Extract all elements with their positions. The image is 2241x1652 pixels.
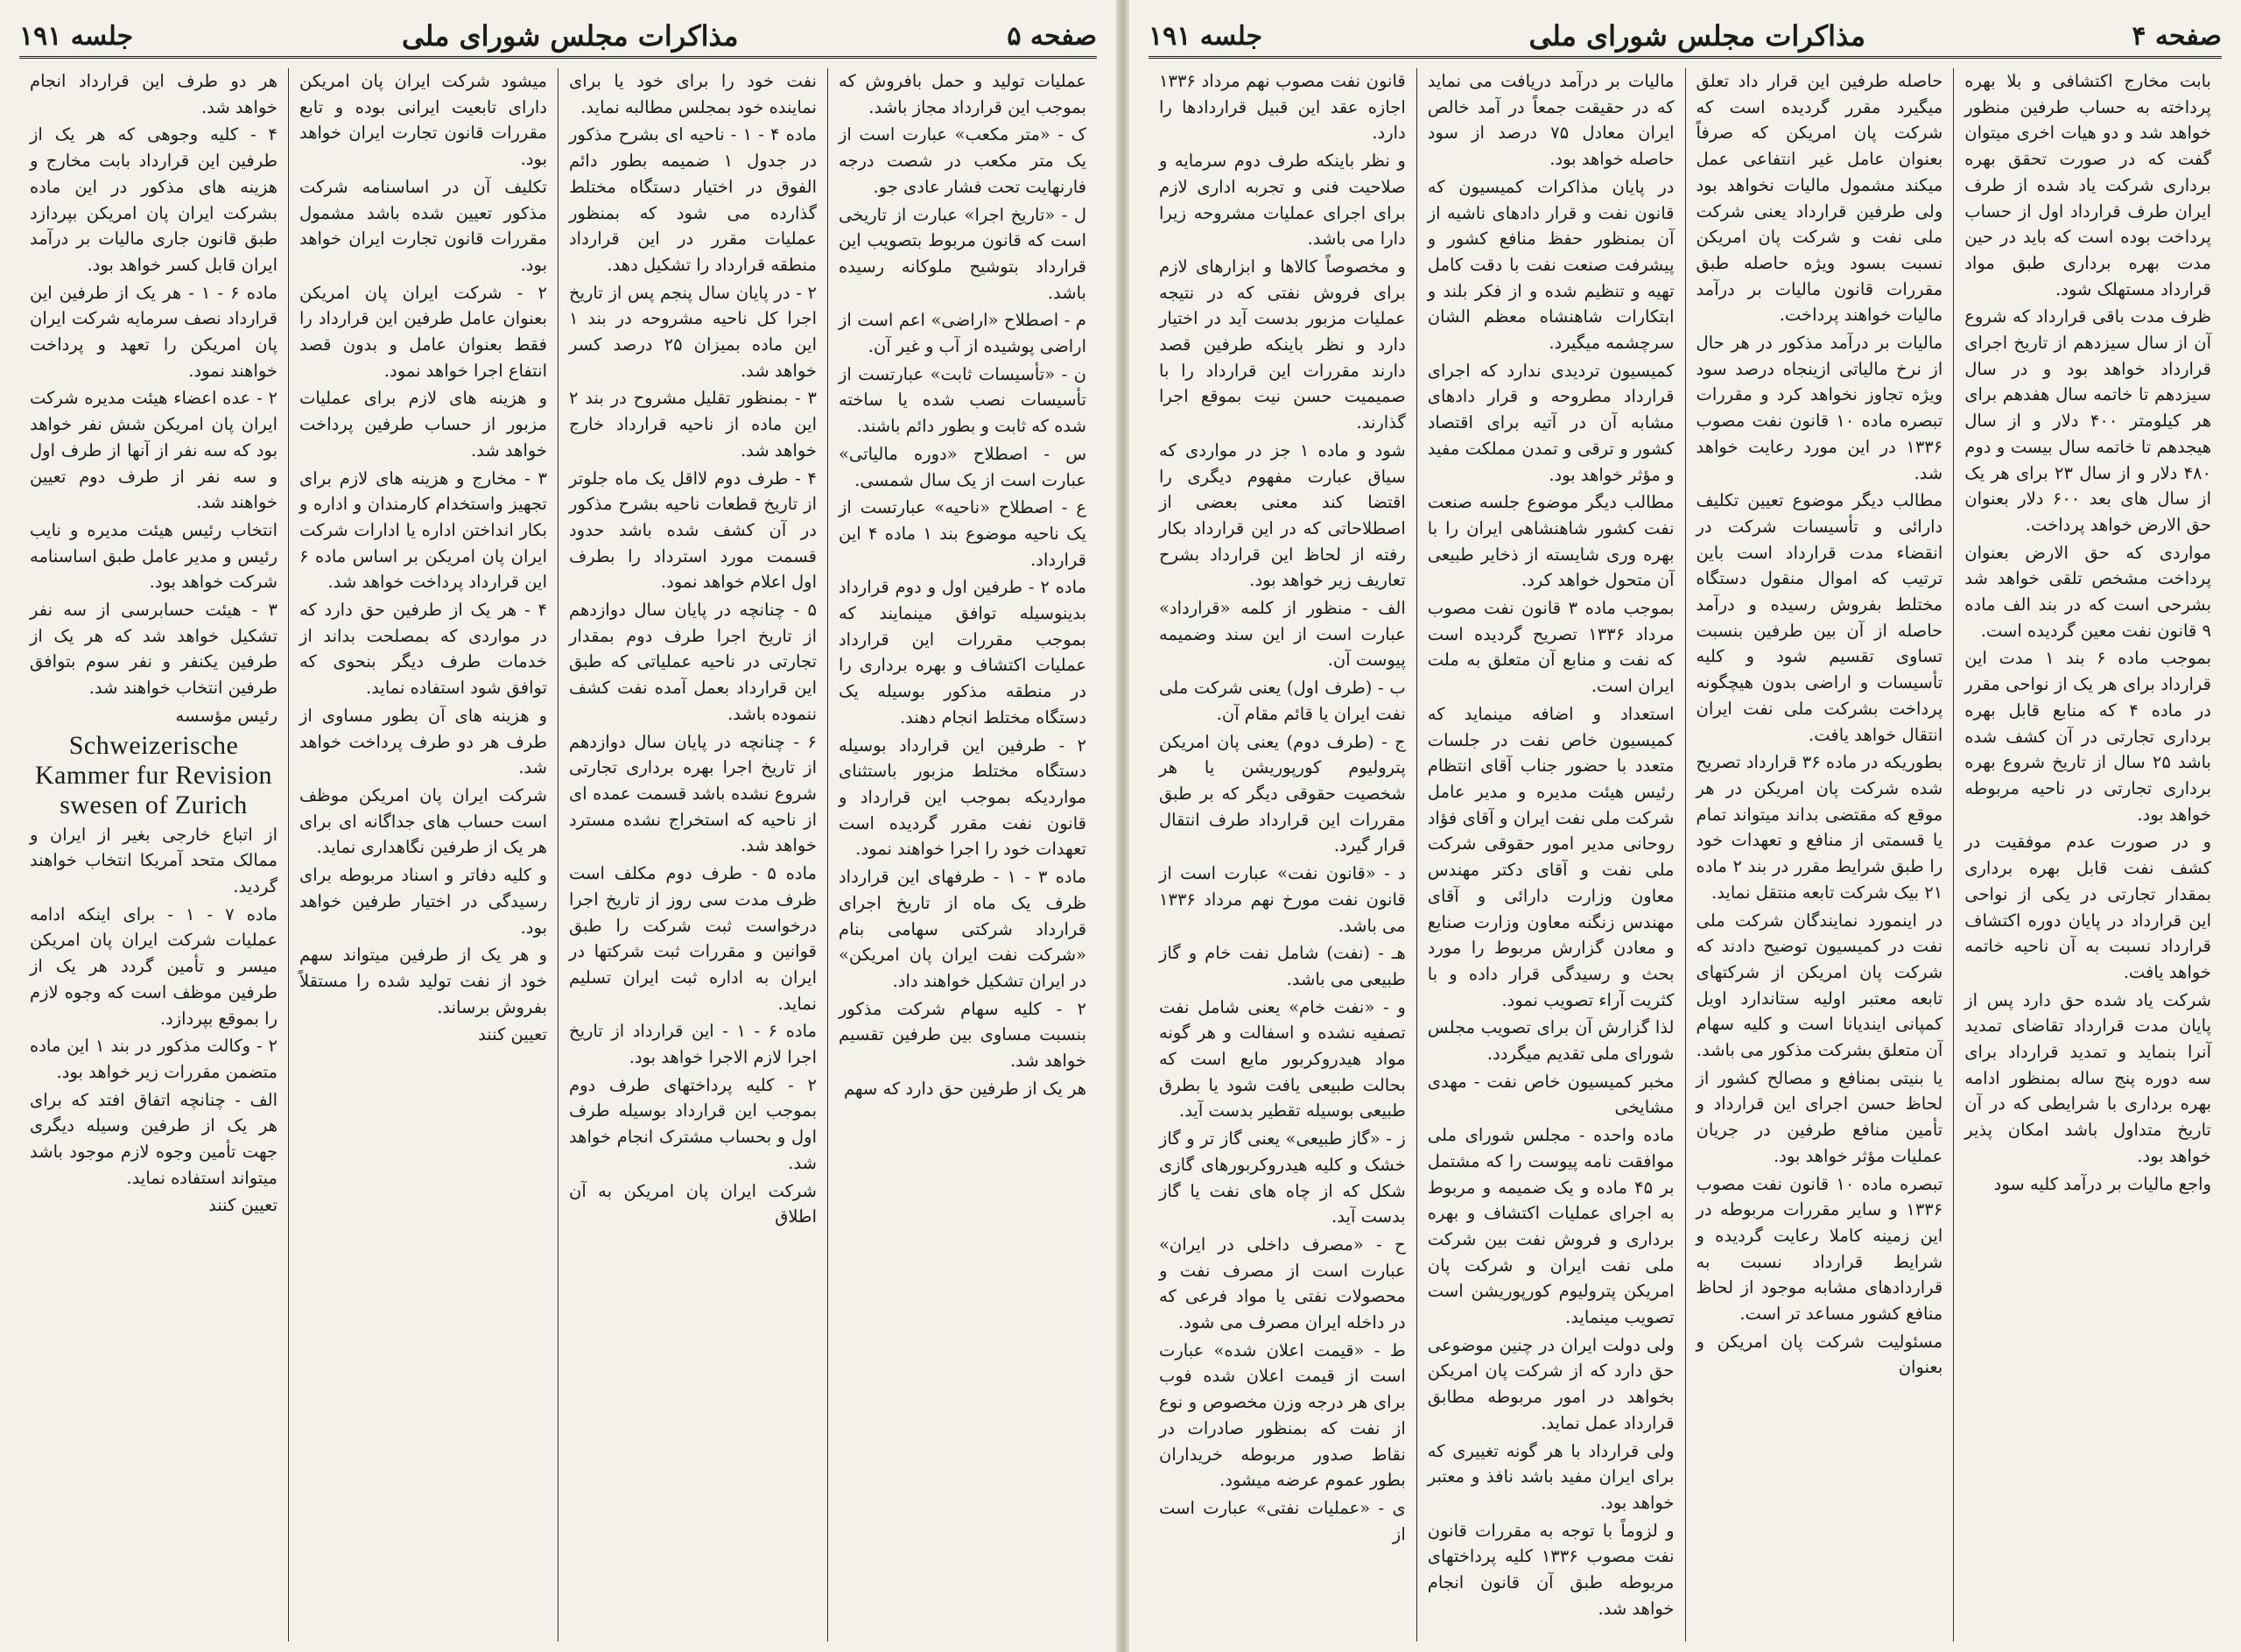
institution-name: Schweizerische Kammer fur Revision swesen of Zurich <box>34 730 273 819</box>
paragraph: و هزینه های آن بطور مساوی از طرف هر دو طرف پرداخت خواهد شد. <box>299 705 547 778</box>
page-gutter <box>1116 0 1129 1652</box>
paragraph: س - اصطلاح «دوره مالیاتی» عبارت است از یک سال شمسی. <box>839 443 1086 490</box>
paragraph: مالیات بر درآمد مذکور در هر حال از نرخ مالیاتی ازینجاه درصد سود ویژه تجاوز نخواهد کرد و مقررات تبصره ماده ۱۰ قانون نفت مصوب ۱۳۳۶ در این مورد رعایت خواهد شد. <box>1696 333 1943 483</box>
paragraph: ولی قرارداد با هر گونه تغییری که برای ایران مفید باشد نافذ و معتبر خواهد بود. <box>1427 1440 1675 1513</box>
paragraph: و کلیه دفاتر و اسناد مربوطه برای رسیدگی در اختیار طرفین خواهد بود. <box>299 865 547 938</box>
paragraph: شرکت ایران پان امریکن به آن اطلاق <box>569 1180 817 1227</box>
paragraph: لذا گزارش آن برای تصویب مجلس شورای ملی تقدیم میگردد. <box>1427 1017 1675 1065</box>
paragraph: هر دو طرف این قرارداد انجام خواهد شد. <box>30 71 277 117</box>
paragraph: و - «نفت خام» یعنی شامل نفت تصفیه نشده و اسفالت و هر گونه مواد هیدروکربور مایع است که بحالت طبیعی یافت شود یا بطرق طبیعی بوسیله تقطیر بدست آید. <box>1159 996 1406 1121</box>
left-page-issue: جلسه ۱۹۱ <box>19 20 134 52</box>
paragraph: ماده ۶ - ۱ - این قرارداد از تاریخ اجرا لازم الاجرا خواهد بود. <box>569 1021 817 1068</box>
left-page-title: مذاکرات مجلس شورای ملی <box>401 19 739 53</box>
paragraph: الف - چنانچه اتفاق افتد که برای هر یک از طرفین وسیله دیگری جهت تأمین وجوه لازم موجود باشد میتواند استفاده نماید. <box>30 1089 277 1188</box>
paragraph: عملیات تولید و حمل بافروش که بموجب این قرارداد مجاز باشد. <box>839 71 1086 117</box>
paragraph: م - اصطلاح «اراضی» اعم است از اراضی پوشیده از آب و غیر آن. <box>839 310 1086 357</box>
paragraph: د - «قانون نفت» عبارت است از قانون نفت مورخ نهم مرداد ۱۳۳۶ می باشد. <box>1159 863 1406 936</box>
paragraph: هر یک از طرفین حق دارد که سهم <box>843 1078 1086 1099</box>
paragraph: ط - «قیمت اعلان شده» عبارت است از قیمت اعلان شده فوب برای هر درجه وزن مخصوص و نوع از نفت که بمنظور صادرات در نقاط صدور مربوطه خریداران بطور عموم عرضه میشود. <box>1159 1339 1406 1491</box>
right-page <box>1129 0 2241 1652</box>
paragraph: ماده ۲ - طرفین اول و دوم قرارداد بدینوسیله توافق مینمایند که بموجب مقررات این قرارداد عملیات اکتشاف و بهره برداری را در منطقه مذکور بوسیله یک دستگاه مختلط انجام دهند. <box>839 577 1086 728</box>
paragraph: در اینمورد نمایندگان شرکت ملی نفت در کمیسیون توضیح دادند که شرکت پان امریکن از شرکتهای تابعه معتبر اولیه ستاندارد اویل کمپانی ایندیانا است و کلیه سهام آن متعلق بشرکت مذکور می باشد. <box>1696 910 1943 1061</box>
paragraph: ز - «گاز طبیعی» یعنی گاز تر و گاز خشک و کلیه هیدروکربورهای گازی شکل که از چاه های نفت یا گاز بدست آید. <box>1159 1128 1406 1227</box>
paragraph: ماده ۴ - ۱ - ناحیه ای بشرح مذکور در جدول ۱ ضمیمه بطور دائم الفوق در اختیار دستگاه مختلط گذارده می شود که بمنظور عملیات مقرر در این قرارداد منطقه قرارداد را تشکیل دهد. <box>569 124 817 275</box>
paragraph: و نظر باینکه طرف دوم سرمایه و صلاحیت فنی و تجربه اداری لازم برای اجرای عملیات مشروحه زیرا دارا می باشد. <box>1159 151 1406 250</box>
paragraph: و در صورت عدم موفقیت در کشف نفت قابل بهره برداری بمقدار تجارتی در یکی از نواحی این قرارداد در پایان دوره اکتشاف قرارداد نسبت به آن ناحیه خاتمه خواهد یافت. <box>1964 832 2211 982</box>
paragraph: ۲ - عده اعضاء هیئت مدیره شرکت ایران پان امریکن شش نفر خواهد بود که سه نفر از آنها از طرف اول و سه نفر از طرف دوم تعیین خواهند شد. <box>30 388 277 513</box>
paragraph: بابت مخارج اکتشافی و بلا بهره پرداخته به حساب طرفین منظور خواهد شد و دو هیات اخری میتوان گفت که در صورت تحقق بهره برداری شرکت یاد شده از طرف ایران طرف قرارداد اول از حساب پرداخت بوده است که باید در حین مدت بهره برداری طبق مواد قرارداد مستهلک شود. <box>1964 71 2211 299</box>
paragraph: ۴ - طرف دوم لااقل یک ماه جلوتر از تاریخ قطعات ناحیه بشرح مذکور در آن کشف شده باشد حدود قسمت مورد استرداد را بطرف اول اعلام خواهد نمود. <box>569 467 817 593</box>
paragraph: ل - «تاریخ اجرا» عبارت از تاریخی است که قانون مربوط بتصویب این قرارداد بتوشیح ملوکانه رسیده باشد. <box>839 204 1086 303</box>
paragraph: ماده ۵ - طرف دوم مکلف است ظرف مدت سی روز از تاریخ اجرا درخواست ثبت شرکت را طبق قوانین و مقررات ثبت شرکتها در ایران به اداره ثبت ایران تسلیم نماید. <box>569 863 817 1014</box>
paragraph: استعداد و اضافه مینماید که کمیسیون خاص نفت در جلسات متعدد با حضور جناب آقای انتظام رئیس هیئت مدیره و مدیر عامل شرکت ملی نفت ایران و آقای فؤاد روحانی مدیر امور حقوقی شرکت ملی نفت و آقای دکتر مهندس معاون وزارت دارائی و آقای مهندس زنگنه معاون وزارت صنایع و معادن گزارش مربوط را مورد بحث و رسیدگی قرار داده و با کثریت آراء تصویب نمود. <box>1427 703 1675 1010</box>
paragraph: ماده ۳ - ۱ - طرفهای این قرارداد ظرف یک ماه از تاریخ اجرای قرارداد شرکتی سهامی بنام «شرکت نفت ایران پان امریکن» در ایران تشکیل خواهند داد. <box>839 867 1086 991</box>
paragraph: واجع مالیات بر درآمد کلیه سود <box>1993 1173 2211 1194</box>
paragraph: مطالب دیگر موضوع تعیین تکلیف دارائی و تأسیسات شرکت در انقضاء مدت قرارداد است باین ترتیب که اموال منقول دستگاه مختلط بفروش رسیده و درآمد حاصله از آن بین طرفین بنسبت تساوی تقسیم شود و کلیه تأسیسات و اراضی بدون هیچگونه پرداخت بشرکت ملی نفت ایران انتقال خواهد یافت. <box>1696 490 1943 745</box>
paragraph: شود و ماده ۱ جز در مواردی که سیاق عبارت مفهوم دیگری را اقتضا کند معنی بعضی از اصطلاحاتی که در این قرارداد بکار رفته از لحاظ این قرارداد بشرح تعاریف زیر خواهد بود. <box>1159 439 1406 591</box>
paragraph: ۶ - چنانچه در پایان سال دوازدهم از تاریخ اجرا بهره برداری تجارتی شروع نشده باشد قسمت عمده ای از ناحیه که استخراج نشده مسترد خواهد شد. <box>569 731 817 856</box>
text-column <box>1149 68 1416 1641</box>
paragraph: ولی دولت ایران در چنین موضوعی حق دارد که از شرکت پان امریکن بخواهد در امور مربوطه مطابق قرارداد عمل نماید. <box>1427 1334 1675 1433</box>
paragraph: و مخصوصاً کالاها و ابزارهای لازم برای فروش نفتی که در نتیجه عملیات مزبور بدست آید در اختیار دارد و نظر باینکه طرفین قصد دارند مقررات این قرارداد را با صمیمیت حسن نیت بموقع اجرا گذارند. <box>1159 256 1406 433</box>
paragraph: رئیس مؤسسه <box>175 705 277 726</box>
right-page-issue: جلسه ۱۹۱ <box>1149 20 1263 52</box>
right-page-header <box>1149 16 2222 59</box>
paragraph: ج - (طرف دوم) یعنی پان امریکن پترولیوم کورپوریشن یا هر شخصیت حقوقی دیگر که بر طبق مقررات این قرارداد طرف انتقال قرار گیرد. <box>1159 731 1406 856</box>
paragraph: مالیات بر درآمد دریافت می نماید که در حقیقت جمعاً در آمد خالص ایران معادل ۷۵ درصد از سود حاصله خواهد بود. <box>1427 71 1675 170</box>
paragraph: ۴ - کلیه وجوهی که هر یک از طرفین این قرارداد بابت مخارج و هزینه های مذکور در این ماده بشرکت ایران پان امریکن بپردازد طبق قانون جاری مالیات بر درآمد ایران قابل کسر خواهد بود. <box>30 124 277 275</box>
paragraph: ۲ - کلیه سهام شرکت مذکور بنسبت مساوی بین طرفین تقسیم خواهد شد. <box>839 998 1086 1072</box>
paragraph: شرکت یاد شده حق دارد پس از پایان مدت قرارداد تقاضای تمدید آنرا بنماید و تمدید قرارداد برای سه دوره پنج ساله بمنظور ادامه بهره برداری با شرایطی که در آن تاریخ متداول باشد امکان پذیر خواهد بود. <box>1964 989 2211 1166</box>
paragraph: ۳ - بمنظور تقلیل مشروح در بند ۲ این ماده از ناحیه قرارداد خارج خواهد شد. <box>569 388 817 460</box>
text-column <box>827 68 1097 1641</box>
paragraph: ۲ - شرکت ایران پان امریکن بعنوان عامل طرفین این قرارداد را فقط بعنوان عامل و بدون قصد انتفاع اجرا خواهد نمود. <box>299 282 547 381</box>
paragraph: یا بنیتی بمنافع و مصالح کشور از لحاظ حسن اجرای این قرارداد و تأمین منافع طرفین در جریان عملیات مؤثر خواهد بود. <box>1696 1067 1943 1166</box>
paragraph: ع - اصطلاح «ناحیه» عبارتست از یک ناحیه موضوع بند ۱ ماده ۴ این قرارداد. <box>839 497 1086 570</box>
paragraph: و هزینه های لازم برای عملیات مزبور از حساب طرفین پرداخت خواهد شد. <box>299 388 547 460</box>
paragraph: ۳ - مخارج و هزینه های لازم برای تجهیز واستخدام کارمندان و اداره و بکار انداختن اداره یا ادارات شرکت ایران پان امریکن بر اساس ماده ۶ این قرارداد پرداخت خواهد شد. <box>299 467 547 593</box>
paragraph: شرکت ایران پان امریکن موظف است حساب های جداگانه ای برای هر یک از طرفین نگاهداری نماید. <box>299 784 547 858</box>
paragraph: ماده ۷ - ۱ - برای اینکه ادامه عملیات شرکت ایران پان امریکن میسر و تأمین گردد هر یک از طرفین موظف است که وجوه لازم را بموقع بپردازد. <box>30 903 277 1029</box>
paragraph: بطوریکه در ماده ۳۶ قرارداد تصریح شده شرکت پان امریکن در هر موقع که مقتضی بداند میتواند تمام یا قسمتی از منافع و تعهدات خود را طبق شرایط مقرر در بند ۲ ماده ۲۱ بیک شرکت تابعه منتقل نماید. <box>1696 752 1943 903</box>
left-page-label: صفحه ۵ <box>1007 20 1097 52</box>
text-column <box>1685 68 1954 1641</box>
paragraph: و هر یک از طرفین میتواند سهم خود از نفت تولید شده را مستقلاً بفروش برساند. <box>299 945 547 1017</box>
paragraph: تکلیف آن در اساسنامه شرکت مذکور تعیین شده باشد مشمول مقررات قانون تجارت ایران خواهد بود. <box>299 176 547 275</box>
paragraph: ح - «مصرف داخلی در ایران» عبارت است از مصرف نفت و محصولات نفتی یا مواد فرعی که در داخله ایران مصرف می شود. <box>1159 1234 1406 1333</box>
paragraph: ظرف مدت باقی قرارداد که شروع آن از سال سیزدهم از تاریخ اجرای قرارداد خواهد بود و در سال سیزدهم تا خاتمه سال هفدهم برای هر کیلومتر ۴۰۰ دلار و از سال هیجدهم تا خاتمه سال بیست و دوم ۴۸۰ دلار و از سال ۲۳ برای هر یک از سال های بعد ۶۰۰ دلار بعنوان حق الارض خواهد پرداخت. <box>1964 306 2211 535</box>
left-page-header <box>19 16 1097 59</box>
paragraph: از اتباع خارجی بغیر از ایران و ممالک متحد آمریکا انتخاب خواهند گردید. <box>30 824 277 896</box>
text-column <box>1953 68 2222 1641</box>
paragraph: ماده واحده - مجلس شورای ملی موافقت نامه پیوست را که مشتمل بر ۴۵ ماده و یک ضمیمه و مربوط به اجرای عملیات اکتشاف و بهره برداری و فروش نفت بین شرکت ملی نفت ایران و شرکت پان امریکن پترولیوم کورپوریشن است تصویب مینماید. <box>1427 1125 1675 1328</box>
paragraph: مسئولیت شرکت پان امریکن و بعنوان <box>1696 1331 1943 1378</box>
paragraph: بموجب ماده ۳ قانون نفت مصوب مرداد ۱۳۳۶ تصریح گردیده است که نفت و منابع آن متعلق به ملت ایران است. <box>1427 598 1675 697</box>
text-column <box>558 68 827 1641</box>
paragraph: ۴ - هر یک از طرفین حق دارد که در مواردی که بمصلحت بداند از خدمات طرف دیگر بنحوی که توافق شود استفاده نماید. <box>299 600 547 699</box>
right-page-columns <box>1149 68 2222 1641</box>
paragraph: مطالب دیگر موضوع جلسه صنعت نفت کشور شاهنشاهی ایران را با بهره وری شایسته از ذخایر طبیعی آن متحول خواهد کرد. <box>1427 492 1675 591</box>
paragraph: و لزوماً با توجه به مقررات قانون نفت مصوب ۱۳۳۶ کلیه پرداختهای مربوطه طبق آن قانون انجام خواهد شد. <box>1427 1520 1675 1619</box>
paragraph: مخبر کمیسیون خاص نفت - مهدی مشایخی <box>1427 1071 1675 1118</box>
paragraph: ماده ۶ - ۱ - هر یک از طرفین این قرارداد نصف سرمایه شرکت ایران پان امریکن را تعهد و پرداخت خواهند نمود. <box>30 282 277 381</box>
left-page-columns <box>19 68 1097 1641</box>
right-page-label: صفحه ۴ <box>2132 20 2222 52</box>
text-column <box>1416 68 1685 1641</box>
paragraph: در پایان مذاکرات کمیسیون که قانون نفت و قرار دادهای ناشیه از آن بمنظور حفظ منافع کشور و پیشرفت صنعت نفت با دقت کامل تهیه و تنظیم شده و از فکر بلند و ابتکارات شاهنشاه معظم الشان سرچشمه میگیرد. <box>1427 176 1675 354</box>
paragraph: نفت خود را برای خود یا برای نماینده خود بمجلس مطالبه نماید. <box>569 71 817 117</box>
paragraph: ب - (طرف اول) یعنی شرکت ملی نفت ایران یا قائم مقام آن. <box>1159 678 1406 724</box>
left-page <box>0 0 1116 1652</box>
paragraph: ۲ - در پایان سال پنجم پس از تاریخ اجرا کل ناحیه مشروحه در بند ۱ این ماده بمیزان ۲۵ درصد کسر خواهد شد. <box>569 282 817 381</box>
paragraph: ن - «تأسیسات ثابت» عبارتست از تأسیسات نصب شده یا ساخته شده که ثابت و بطور دائم باشند. <box>839 363 1086 437</box>
paragraph: مواردی که حق الارض بعنوان پرداخت مشخص تلقی خواهد شد بشرحی است که در بند الف ماده ۹ قانون نفت معین گردیده است. <box>1964 542 2211 641</box>
paragraph: ۲ - وکالت مذکور در بند ۱ این ماده متضمن مقررات زیر خواهد بود. <box>30 1036 277 1082</box>
text-column <box>288 68 558 1641</box>
paragraph: ی - «عملیات نفتی» عبارت است از <box>1159 1497 1406 1544</box>
right-page-title: مذاکرات مجلس شورای ملی <box>1528 19 1865 53</box>
paragraph: هـ - (نفت) شامل نفت خام و گاز طبیعی می باشد. <box>1159 943 1406 989</box>
paragraph: ک - «متر مکعب» عبارت است از یک متر مکعب در شصت درجه فارنهایت تحت فشار عادی جو. <box>839 124 1086 197</box>
text-column <box>19 68 288 1641</box>
paragraph: ۲ - کلیه پرداختهای طرف دوم بموجب این قرارداد بوسیله طرف اول و بحساب مشترک انجام خواهد شد. <box>569 1074 817 1173</box>
paragraph: میشود شرکت ایران پان امریکن دارای تابعیت ایرانی بوده و تابع مقررات قانون تجارت ایران خواهد بود. <box>299 71 547 170</box>
paragraph: الف - منظور از کلمه «قرارداد» عبارت است از این سند وضمیمه پیوست آن. <box>1159 598 1406 671</box>
paragraph: تعیین کنند <box>478 1024 547 1045</box>
paragraph: ۳ - هیئت حسابرسی از سه نفر تشکیل خواهد شد که هر یک از طرفین یکنفر و نفر سوم بتوافق طرفین انتخاب خواهند شد. <box>30 600 277 699</box>
paragraph: کمیسیون تردیدی ندارد که اجرای قرارداد مطروحه و قرار دادهای مشابه آن در آتیه برای اقتصاد کشور و ترقی و تمدن مملکت مفید و مؤثر خواهد بود. <box>1427 360 1675 485</box>
paragraph: ۲ - طرفین این قرارداد بوسیله دستگاه مختلط مزبور باستثنای مواردیکه بموجب این قرارداد و قانون نفت مقرر گردیده است تعهدات خود را اجرا خواهند نمود. <box>839 735 1086 860</box>
paragraph: بموجب ماده ۶ بند ۱ مدت این قرارداد برای هر یک از نواحی مقرر در ماده ۴ که منابع قابل بهره برداری تجارتی در آن کشف شده باشد ۲۵ سال از تاریخ شروع بهره برداری تجارتی در ناحیه مربوطه خواهد بود. <box>1964 648 2211 825</box>
paragraph: حاصله طرفین این قرار داد تعلق میگیرد مقرر گردیده است که شرکت پان امریکن که صرفاً بعنوان عامل غیر انتفاعی عمل میکند مشمول مالیات نخواهد بود ولی طرفین قرارداد یعنی شرکت ملی نفت و شرکت پان امریکن نسبت بسود ویژه حاصله طبق مقررات قانون مالیات بر درآمد مالیات خواهند پرداخت. <box>1696 71 1943 326</box>
paragraph: تعیین کنند <box>208 1195 277 1216</box>
paragraph: قانون نفت مصوب نهم مرداد ۱۳۳۶ اجازه عقد این قبیل قراردادها را دارد. <box>1159 71 1406 144</box>
paragraph: ۵ - چنانچه در پایان سال دوازدهم از تاریخ اجرا طرف دوم بمقدار تجارتی در ناحیه عملیاتی که طبق این قرارداد بعمل آمده نفت کشف ننموده باشد. <box>569 600 817 724</box>
paragraph: انتخاب رئیس هیئت مدیره و نایب رئیس و مدیر عامل طبق اساسنامه شرکت خواهد بود. <box>30 519 277 593</box>
paragraph: تبصره ماده ۱۰ قانون نفت مصوب ۱۳۳۶ و سایر مقررات مربوطه در این زمینه کاملا رعایت گردیده و شرایط قرارداد نسبت به قراردادهای مشابه موجود از لحاظ منافع کشور مساعد تر است. <box>1696 1173 1943 1325</box>
